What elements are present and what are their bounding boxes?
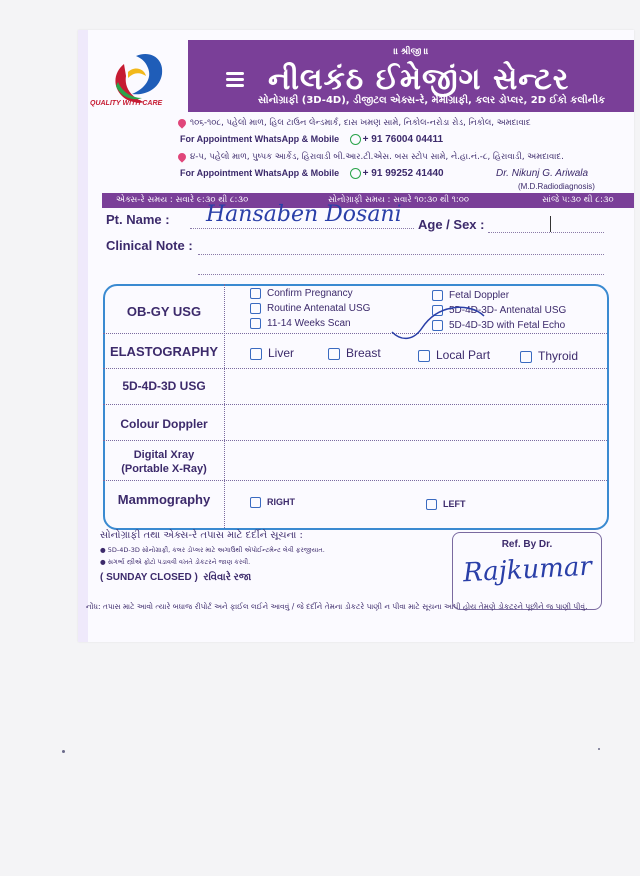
checkbox-icon[interactable] <box>426 499 437 510</box>
patient-name-label: Pt. Name : <box>106 212 170 227</box>
row-divider <box>103 440 607 441</box>
xray-timing: એક્સ-રે સમય : સવારે ૯:૩૦ થી ૮:૩૦ <box>116 195 249 205</box>
opt-antenatal-5d[interactable]: 5D-4D-3D- Antenatal USG <box>432 305 566 316</box>
footnote: નોંધ: તપાસ માટે આવો ત્યારે બધાજ રીપોર્ટ અને ફાઈલ લઈને આવવું / જે દર્દીને તેમના ડોકટરે પાણી ન પીવા માટે સૂચના આપી હોય તેમણે ડોકટરને પૂછીને જ પાણી પીવું. <box>86 602 588 611</box>
opt-breast[interactable]: Breast <box>328 346 381 360</box>
clinic-name: નીલકંઠ ઈમેજીંગ સેન્ટર <box>268 62 570 97</box>
opt-liver[interactable]: Liver <box>250 346 294 360</box>
whatsapp-icon <box>350 168 361 179</box>
age-sex-mark <box>550 216 551 232</box>
patient-name-line <box>190 228 414 229</box>
checkbox-icon[interactable] <box>418 350 430 362</box>
sunday-closed: ( SUNDAY CLOSED ) રવિવારે રજા <box>100 572 252 583</box>
row-mammography: Mammography <box>117 492 211 507</box>
opt-confirm-pregnancy[interactable]: Confirm Pregnancy <box>250 288 353 299</box>
services-line: સોનોગ્રાફી (3D-4D), ડીજીટલ એક્સ-રે, મેમોગ્રાફી, કલર ડોપ્લર, 2D ઈકો કલીનીક <box>258 95 606 106</box>
header-banner <box>188 40 634 112</box>
row-obgy: OB-GY USG <box>126 304 202 319</box>
location-pin-icon <box>176 151 187 162</box>
phone-2: + 91 99252 41440 <box>362 168 444 180</box>
checkbox-icon[interactable] <box>250 348 262 360</box>
evening-timing: સાંજે ૫:૩૦ થી ૮:૩૦ <box>542 195 614 205</box>
scan-speck <box>62 750 65 753</box>
referring-signature: Rajkumar <box>462 551 593 589</box>
age-sex-label: Age / Sex : <box>418 217 485 232</box>
referral-box <box>452 532 602 610</box>
patient-name-value: Hansaben Dosani <box>206 202 402 227</box>
age-sex-line <box>488 232 604 233</box>
opt-local-part[interactable]: Local Part <box>418 348 490 362</box>
checkbox-icon[interactable] <box>250 288 261 299</box>
menu-lines-icon <box>226 72 244 90</box>
row-usg: 5D-4D-3D USG <box>122 379 206 393</box>
shri-label: ॥ શ્રીજી ॥ <box>393 46 429 56</box>
notice-bullet-2: ● સગર્ભા સ્ત્રીએ ફોટો પડાવવી વખતે ડોકટરને જાણ કરવી. <box>100 558 251 566</box>
opt-right[interactable]: RIGHT <box>250 497 295 508</box>
row-digital-xray: Digital Xray <box>133 449 195 461</box>
appointment-line-1: For Appointment WhatsApp & Mobile + 91 76004 04411 <box>180 134 444 146</box>
address-2: ૪-૫, પહેલો માળ, પુષ્પક આર્કેડ, હિરાવાડી બી.આર.ટી.એસ. બસ સ્ટોપ સામે, ને.હા.નં.-૮, હિરાવાડી, અમદાવાદ. <box>178 152 564 162</box>
sono-timing: સોનોગ્રાફી સમય : સવારે ૧૦:૩૦ થી ૧:૦૦ <box>328 195 469 205</box>
opt-thyroid[interactable]: Thyroid <box>520 349 578 363</box>
phone-1: + 91 76004 04411 <box>362 134 444 146</box>
row-digital-xray-sub: (Portable X-Ray) <box>121 463 207 475</box>
sheet-edge <box>78 30 88 642</box>
checkbox-icon[interactable] <box>328 348 340 360</box>
row-elastography: ELASTOGRAPHY <box>109 344 219 359</box>
row-divider <box>103 480 607 481</box>
address-1: ૧૦૬-૧૦૮, પહેલો માળ, હિલ ટાઉન લેન્ડમાર્ક, દાસ ખમણ સામે, નિકોલ-નરોડા રોડ, નિકોલ, અમદાવાદ <box>178 118 531 128</box>
scan-speck <box>598 748 600 750</box>
clinical-note-line-2 <box>198 274 604 275</box>
opt-routine-antenatal[interactable]: Routine Antenatal USG <box>250 303 370 314</box>
ref-by-label: Ref. By Dr. <box>501 539 553 550</box>
row-divider <box>103 368 607 369</box>
row-divider <box>103 404 607 405</box>
row-colour-doppler: Colour Doppler <box>120 417 208 431</box>
tick-mark-icon <box>388 298 488 348</box>
clinical-note-label: Clinical Note : <box>106 238 193 253</box>
clinical-note-line-1 <box>198 254 604 255</box>
services-divider <box>224 284 225 528</box>
checkbox-icon[interactable] <box>250 497 261 508</box>
notice-bullet-1: ● 5D-4D-3D સોનોગ્રાફી, કલર ડોપ્લર માટે અગાઉથી એપોઈન્ટમેન્ટ લેવી ફરજીયાત. <box>100 546 325 554</box>
checkbox-icon[interactable] <box>250 318 261 329</box>
clinic-logo-icon <box>88 38 178 138</box>
location-pin-icon <box>176 117 187 128</box>
opt-weeks-scan[interactable]: 11-14 Weeks Scan <box>250 318 351 329</box>
row-divider <box>103 333 607 334</box>
opt-fetal-doppler[interactable]: Fetal Doppler <box>432 290 509 301</box>
doctor-qualification: (M.D.Radiodiagnosis) <box>518 182 595 191</box>
checkbox-icon[interactable] <box>250 303 261 314</box>
appointment-line-2: For Appointment WhatsApp & Mobile + 91 99252 41440 <box>180 168 444 180</box>
prescription-form <box>78 30 634 642</box>
opt-left[interactable]: LEFT <box>426 499 466 510</box>
opt-fetal-echo[interactable]: 5D-4D-3D with Fetal Echo <box>432 320 565 331</box>
doctor-name: Dr. Nikunj G. Ariwala <box>496 168 589 179</box>
logo-tagline: QUALITY WITH CARE <box>90 100 163 107</box>
notice-heading: સોનોગ્રાફી તથા એક્સ-રે તપાસ માટે દર્દીને સૂચના : <box>100 530 303 541</box>
checkbox-icon[interactable] <box>520 351 532 363</box>
whatsapp-icon <box>350 134 361 145</box>
